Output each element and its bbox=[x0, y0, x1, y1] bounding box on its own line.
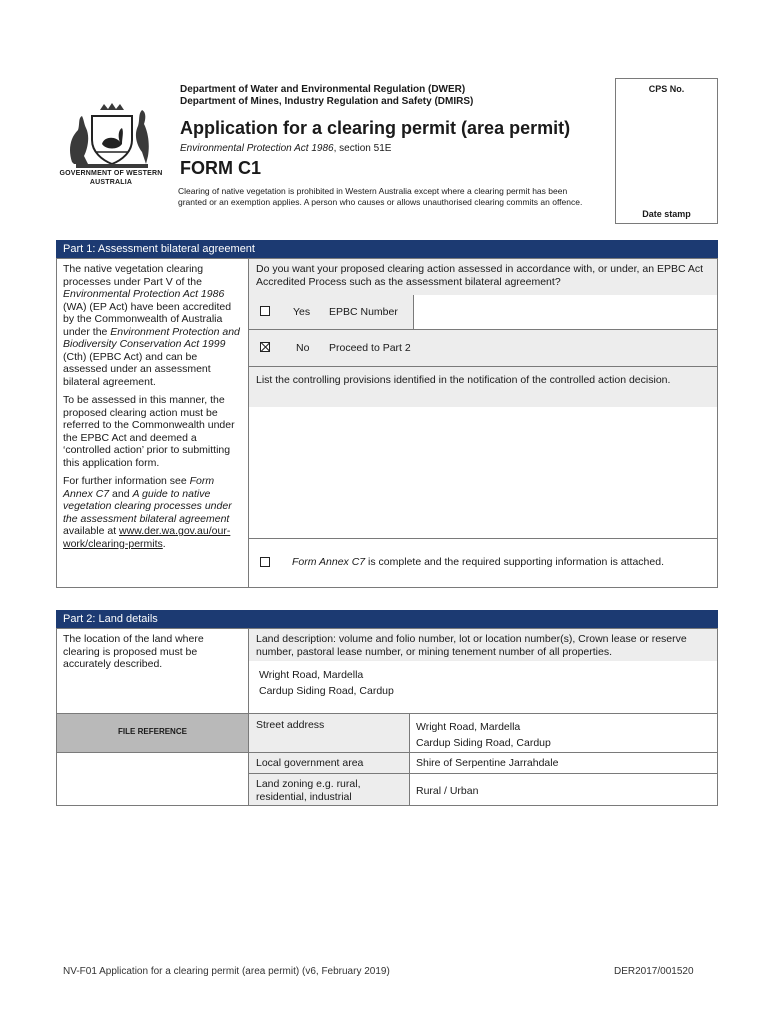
cps-date-stamp-box bbox=[615, 78, 718, 224]
part2-column-divider bbox=[248, 628, 249, 806]
yes-checkbox[interactable] bbox=[260, 306, 270, 316]
proceed-to-part2-label: Proceed to Part 2 bbox=[329, 342, 411, 354]
part2-rule-3 bbox=[249, 773, 717, 774]
legislation-reference bbox=[180, 143, 391, 154]
land-zoning-field[interactable]: Rural / Urban bbox=[416, 785, 479, 797]
street-address-field[interactable] bbox=[416, 719, 551, 751]
para1-text-c: (WA) (EP Act) have been accredited by the Commonwealth of Australia under the bbox=[63, 300, 232, 338]
epbc-number-field[interactable] bbox=[414, 296, 717, 329]
dept-dwer: Department of Water and Environmental Regulation (DWER) bbox=[180, 84, 466, 95]
explanation-para-1 bbox=[63, 263, 243, 388]
land-location-instruction: The location of the land where clearing is proposed must be accurately described. bbox=[63, 633, 204, 670]
explanation-para-2: To be assessed in this manner, the proposed clearing action must be referred to the Commonwealth under the EPBC Act and deemed a ‘controlled action’ prior to submitting this application form. bbox=[63, 394, 235, 469]
epbc-explanation bbox=[63, 263, 243, 550]
page-title: Application for a clearing permit (area permit) bbox=[180, 118, 571, 138]
part2-rule-1 bbox=[57, 713, 717, 714]
no-label: No bbox=[296, 342, 310, 354]
annex-c7-statement bbox=[292, 556, 712, 569]
para1-text-a: The native vegetation clearing processes under Part V of the bbox=[63, 263, 204, 288]
annex-c7-name: Form Annex C7 bbox=[292, 556, 366, 568]
part1-heading: Part 1: Assessment bilateral agreement bbox=[56, 240, 718, 258]
epbc-number-label: EPBC Number bbox=[329, 306, 398, 318]
govt-label: GOVERNMENT OF WESTERN AUSTRALIA bbox=[59, 170, 163, 186]
street-address-line-1: Wright Road, Mardella bbox=[416, 721, 521, 733]
provisions-label-bg bbox=[249, 367, 717, 407]
part1-rule-2 bbox=[249, 366, 717, 367]
yes-label: Yes bbox=[293, 306, 311, 318]
part2-label-divider bbox=[409, 714, 410, 806]
explanation-para-3 bbox=[63, 475, 243, 550]
street-address-label: Street address bbox=[256, 719, 325, 731]
part1-rule-1 bbox=[249, 329, 717, 330]
part1-rule-3 bbox=[249, 538, 717, 539]
para1-text-e: (Cth) (EPBC Act) and can be assessed under an assessment bilateral agreement. bbox=[63, 350, 211, 388]
para3-period: . bbox=[162, 537, 166, 550]
clearing-notice: Clearing of native vegetation is prohibited in Western Australia except where a clearing permit has been granted or an exemption applies. A person who causes or allows unauthorised clearing commits an offence. bbox=[178, 186, 583, 207]
ep-act-name: Environmental Protection Act 1986 bbox=[63, 288, 225, 300]
lga-field[interactable]: Shire of Serpentine Jarrahdale bbox=[416, 757, 559, 769]
form-code: FORM C1 bbox=[180, 158, 261, 178]
land-description-line-1: Wright Road, Mardella bbox=[259, 669, 364, 681]
no-row-bg bbox=[249, 330, 717, 366]
part2-rule-2 bbox=[57, 752, 717, 753]
epbc-act-name: Environment Protection and Biodiversity Conservation Act 1999 bbox=[63, 325, 240, 350]
date-stamp-label: Date stamp bbox=[642, 209, 691, 219]
para3-text-e: available at bbox=[63, 525, 120, 537]
para3-text-a: For further information see bbox=[63, 475, 190, 487]
controlling-provisions-label: List the controlling provisions identified in the notification of the controlled action decision. bbox=[256, 374, 671, 386]
clearing-permits-link[interactable]: www.der.wa.gov.au/our-work/clearing-permits bbox=[63, 525, 231, 550]
no-checkbox[interactable] bbox=[260, 342, 270, 352]
land-zoning-label: Land zoning e.g. rural, residential, industrial bbox=[256, 778, 361, 803]
epbc-question: Do you want your proposed clearing action assessed in accordance with, or under, an EPBC Act Accredited Process such as the assessment bilateral agreement? bbox=[256, 263, 704, 288]
lga-label: Local government area bbox=[256, 757, 364, 769]
annex-c7-checkbox[interactable] bbox=[260, 557, 270, 567]
land-description-field[interactable] bbox=[259, 667, 394, 699]
controlling-provisions-field[interactable] bbox=[249, 407, 717, 538]
dept-dmirs: Department of Mines, Industry Regulation and Safety (DMIRS) bbox=[180, 96, 474, 107]
land-description-label: Land description: volume and folio number, lot or location number(s), Crown lease or reserve number, pastoral lease number, or mining tenement number of all properties. bbox=[256, 633, 687, 658]
footer-form-version: NV-F01 Application for a clearing permit (area permit) (v6, February 2019) bbox=[63, 966, 390, 977]
cps-number-label: CPS No. bbox=[648, 84, 685, 94]
form-annex-ref: Form Annex C7 bbox=[63, 475, 215, 500]
street-address-line-2: Cardup Siding Road, Cardup bbox=[416, 737, 551, 749]
annex-c7-text: is complete and the required supporting information is attached. bbox=[365, 556, 664, 568]
footer-file-number: DER2017/001520 bbox=[614, 966, 694, 977]
act-name: Environmental Protection Act 1986 bbox=[180, 143, 334, 154]
file-reference-label: FILE REFERENCE bbox=[118, 727, 187, 736]
land-description-line-2: Cardup Siding Road, Cardup bbox=[259, 685, 394, 697]
part2-heading: Part 2: Land details bbox=[56, 610, 718, 628]
department-names bbox=[180, 84, 473, 108]
para3-text-c: and bbox=[109, 487, 133, 500]
act-section: , section 51E bbox=[333, 143, 392, 154]
guide-title: A guide to native vegetation clearing processes under the assessment bilateral agreement bbox=[63, 487, 232, 525]
